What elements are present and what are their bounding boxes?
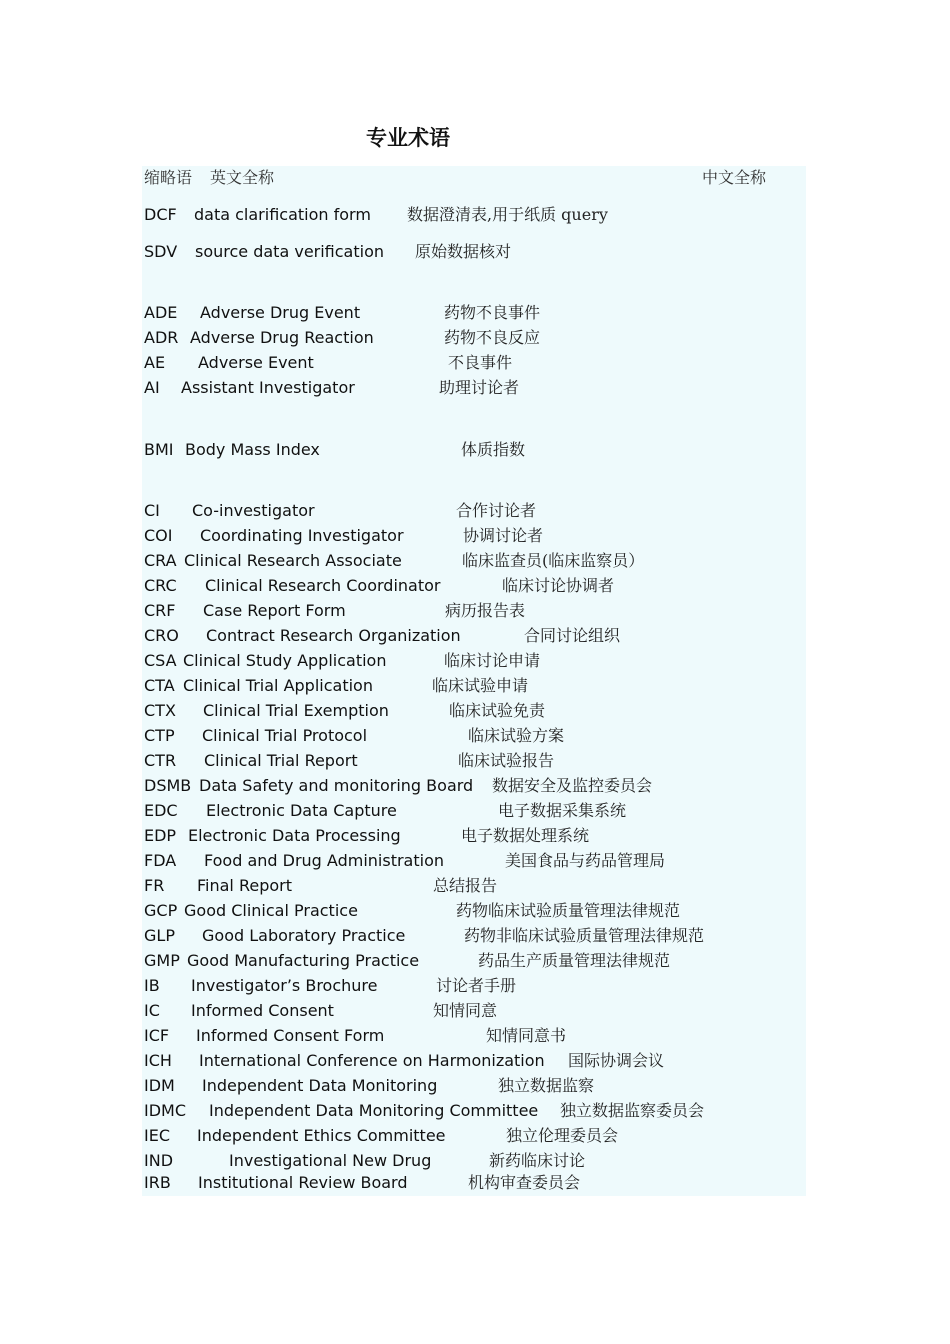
term-chinese: 临床讨论协调者 xyxy=(502,576,615,595)
term-abbreviation: SDV xyxy=(144,242,178,261)
glossary-row xyxy=(144,849,665,873)
term-english: Independent Data Monitoring Committee xyxy=(209,1101,539,1120)
term-abbreviation: ADE xyxy=(144,303,178,322)
term-chinese: 临床监查员(临床监察员） xyxy=(462,551,645,570)
term-english: Adverse Event xyxy=(198,353,314,372)
term-chinese: 临床试验报告 xyxy=(458,751,555,770)
term-english: Informed Consent Form xyxy=(196,1026,385,1045)
term-abbreviation: IDM xyxy=(144,1076,175,1095)
term-chinese: 体质指数 xyxy=(461,440,526,459)
glossary-row xyxy=(144,924,704,948)
glossary-row xyxy=(144,549,644,573)
glossary-row xyxy=(144,699,545,723)
glossary-row xyxy=(144,674,528,698)
term-english: Clinical Trial Exemption xyxy=(203,701,389,720)
term-chinese: 原始数据核对 xyxy=(415,242,512,261)
term-english: Electronic Data Processing xyxy=(188,826,401,845)
term-abbreviation: IEC xyxy=(144,1126,170,1145)
term-abbreviation: COI xyxy=(144,526,173,545)
term-chinese: 机构审查委员会 xyxy=(468,1173,581,1192)
term-abbreviation: CRF xyxy=(144,601,176,620)
term-english: Investigational New Drug xyxy=(229,1151,432,1170)
term-chinese: 药品生产质量管理法律规范 xyxy=(478,951,671,970)
term-abbreviation: CRC xyxy=(144,576,177,595)
term-english: Final Report xyxy=(197,876,292,895)
glossary-row xyxy=(144,974,516,998)
glossary-row xyxy=(144,1024,566,1048)
glossary-row xyxy=(144,301,540,325)
term-abbreviation: IRB xyxy=(144,1173,171,1192)
term-english: Good Clinical Practice xyxy=(184,901,358,920)
term-abbreviation: CTA xyxy=(144,676,175,695)
term-abbreviation: ICH xyxy=(144,1051,172,1070)
header-english-name: 英文全称 xyxy=(210,168,275,187)
term-english: Good Manufacturing Practice xyxy=(187,951,420,970)
glossary-row xyxy=(144,524,543,548)
glossary-row xyxy=(144,203,608,227)
term-chinese: 合作讨论者 xyxy=(456,501,537,520)
term-english: Coordinating Investigator xyxy=(200,526,404,545)
term-chinese: 临床试验免责 xyxy=(449,701,546,720)
glossary-row xyxy=(144,599,525,623)
term-abbreviation: CI xyxy=(144,501,160,520)
term-chinese: 总结报告 xyxy=(433,876,498,895)
term-chinese: 数据安全及监控委员会 xyxy=(492,776,653,795)
term-abbreviation: CTR xyxy=(144,751,177,770)
term-chinese: 知情同意 xyxy=(433,1001,498,1020)
page-title: 专业术语 xyxy=(366,126,450,150)
term-english: Contract Research Organization xyxy=(206,626,461,645)
term-abbreviation: ICF xyxy=(144,1026,170,1045)
header-abbreviation: 缩略语 xyxy=(144,168,193,187)
term-english: Informed Consent xyxy=(191,1001,334,1020)
term-english: Assistant Investigator xyxy=(181,378,355,397)
term-chinese: 不良事件 xyxy=(448,353,513,372)
glossary-row xyxy=(144,351,512,375)
term-english: Investigator’s Brochure xyxy=(191,976,378,995)
term-english: Clinical Research Associate xyxy=(184,551,402,570)
term-english: Clinical Study Application xyxy=(183,651,387,670)
term-chinese: 新药临床讨论 xyxy=(489,1151,586,1170)
term-abbreviation: ADR xyxy=(144,328,179,347)
term-abbreviation: EDC xyxy=(144,801,178,820)
glossary-row xyxy=(144,874,497,898)
term-abbreviation: CRO xyxy=(144,626,179,645)
term-chinese: 美国食品与药品管理局 xyxy=(505,851,666,870)
term-chinese: 电子数据采集系统 xyxy=(498,801,627,820)
glossary-row xyxy=(144,949,670,973)
term-abbreviation: EDP xyxy=(144,826,177,845)
header-chinese-name: 中文全称 xyxy=(702,168,767,187)
term-chinese: 数据澄清表,用于纸质 query xyxy=(407,205,608,224)
term-abbreviation: CTP xyxy=(144,726,175,745)
term-english: Independent Data Monitoring xyxy=(202,1076,438,1095)
term-chinese: 临床讨论申请 xyxy=(444,651,541,670)
term-abbreviation: DCF xyxy=(144,205,177,224)
term-english: Institutional Review Board xyxy=(198,1173,408,1192)
term-abbreviation: GCP xyxy=(144,901,178,920)
glossary-row xyxy=(144,240,511,264)
term-english: Independent Ethics Committee xyxy=(197,1126,446,1145)
glossary-row xyxy=(144,999,497,1023)
term-english: Food and Drug Administration xyxy=(204,851,444,870)
term-abbreviation: AE xyxy=(144,353,166,372)
term-chinese: 独立伦理委员会 xyxy=(506,1126,619,1145)
glossary-row xyxy=(144,899,680,923)
term-english: source data verification xyxy=(195,242,385,261)
glossary-header-row xyxy=(144,166,274,190)
term-abbreviation: CRA xyxy=(144,551,177,570)
term-abbreviation: DSMB xyxy=(144,776,192,795)
term-english: Electronic Data Capture xyxy=(206,801,397,820)
glossary-row xyxy=(144,1074,594,1098)
term-chinese: 讨论者手册 xyxy=(436,976,517,995)
glossary-row xyxy=(144,376,519,400)
glossary-row xyxy=(144,824,589,848)
term-english: Adverse Drug Event xyxy=(200,303,361,322)
term-chinese: 协调讨论者 xyxy=(463,526,544,545)
term-chinese: 临床试验方案 xyxy=(468,726,565,745)
glossary-row xyxy=(144,799,626,823)
glossary-row xyxy=(144,749,554,773)
term-chinese: 助理讨论者 xyxy=(439,378,520,397)
term-english: Adverse Drug Reaction xyxy=(190,328,374,347)
glossary-row xyxy=(144,624,620,648)
term-english: International Conference on Harmonization xyxy=(199,1051,545,1070)
glossary-row xyxy=(144,1171,580,1195)
term-chinese: 药物非临床试验质量管理法律规范 xyxy=(464,926,705,945)
term-english: Good Laboratory Practice xyxy=(202,926,406,945)
term-english: Clinical Trial Application xyxy=(183,676,373,695)
term-abbreviation: IDMC xyxy=(144,1101,187,1120)
term-english: data clarification form xyxy=(194,205,371,224)
term-chinese: 药物不良反应 xyxy=(444,328,541,347)
term-english: Co-investigator xyxy=(192,501,315,520)
term-abbreviation: GLP xyxy=(144,926,175,945)
glossary-row xyxy=(144,438,525,462)
term-abbreviation: CTX xyxy=(144,701,176,720)
glossary-row xyxy=(144,1099,704,1123)
glossary-row xyxy=(144,774,652,798)
term-abbreviation: IB xyxy=(144,976,160,995)
term-english: Data Safety and monitoring Board xyxy=(199,776,474,795)
term-chinese: 药物临床试验质量管理法律规范 xyxy=(456,901,681,920)
term-english: Body Mass Index xyxy=(185,440,320,459)
term-abbreviation: IND xyxy=(144,1151,174,1170)
term-abbreviation: GMP xyxy=(144,951,180,970)
term-abbreviation: FDA xyxy=(144,851,177,870)
term-chinese: 独立数据监察 xyxy=(498,1076,595,1095)
glossary-row xyxy=(144,649,540,673)
term-chinese: 病历报告表 xyxy=(445,601,526,620)
glossary-row xyxy=(144,499,536,523)
term-english: Clinical Trial Protocol xyxy=(202,726,368,745)
glossary-row xyxy=(144,574,614,598)
term-chinese: 合同讨论组织 xyxy=(524,626,621,645)
term-chinese: 独立数据监察委员会 xyxy=(560,1101,705,1120)
term-chinese: 国际协调会议 xyxy=(568,1051,665,1070)
term-chinese: 临床试验申请 xyxy=(432,676,529,695)
term-english: Clinical Research Coordinator xyxy=(205,576,441,595)
glossary-row xyxy=(144,1149,585,1173)
glossary-row xyxy=(144,1049,664,1073)
term-chinese: 药物不良事件 xyxy=(444,303,541,322)
term-english: Case Report Form xyxy=(203,601,346,620)
term-chinese: 知情同意书 xyxy=(486,1026,567,1045)
term-abbreviation: FR xyxy=(144,876,165,895)
term-abbreviation: IC xyxy=(144,1001,160,1020)
term-abbreviation: AI xyxy=(144,378,160,397)
glossary-row xyxy=(144,326,540,350)
term-chinese: 电子数据处理系统 xyxy=(461,826,590,845)
term-abbreviation: BMI xyxy=(144,440,174,459)
term-abbreviation: CSA xyxy=(144,651,177,670)
glossary-row xyxy=(144,1124,618,1148)
term-english: Clinical Trial Report xyxy=(204,751,358,770)
glossary-table xyxy=(142,166,806,1196)
glossary-row xyxy=(144,724,564,748)
